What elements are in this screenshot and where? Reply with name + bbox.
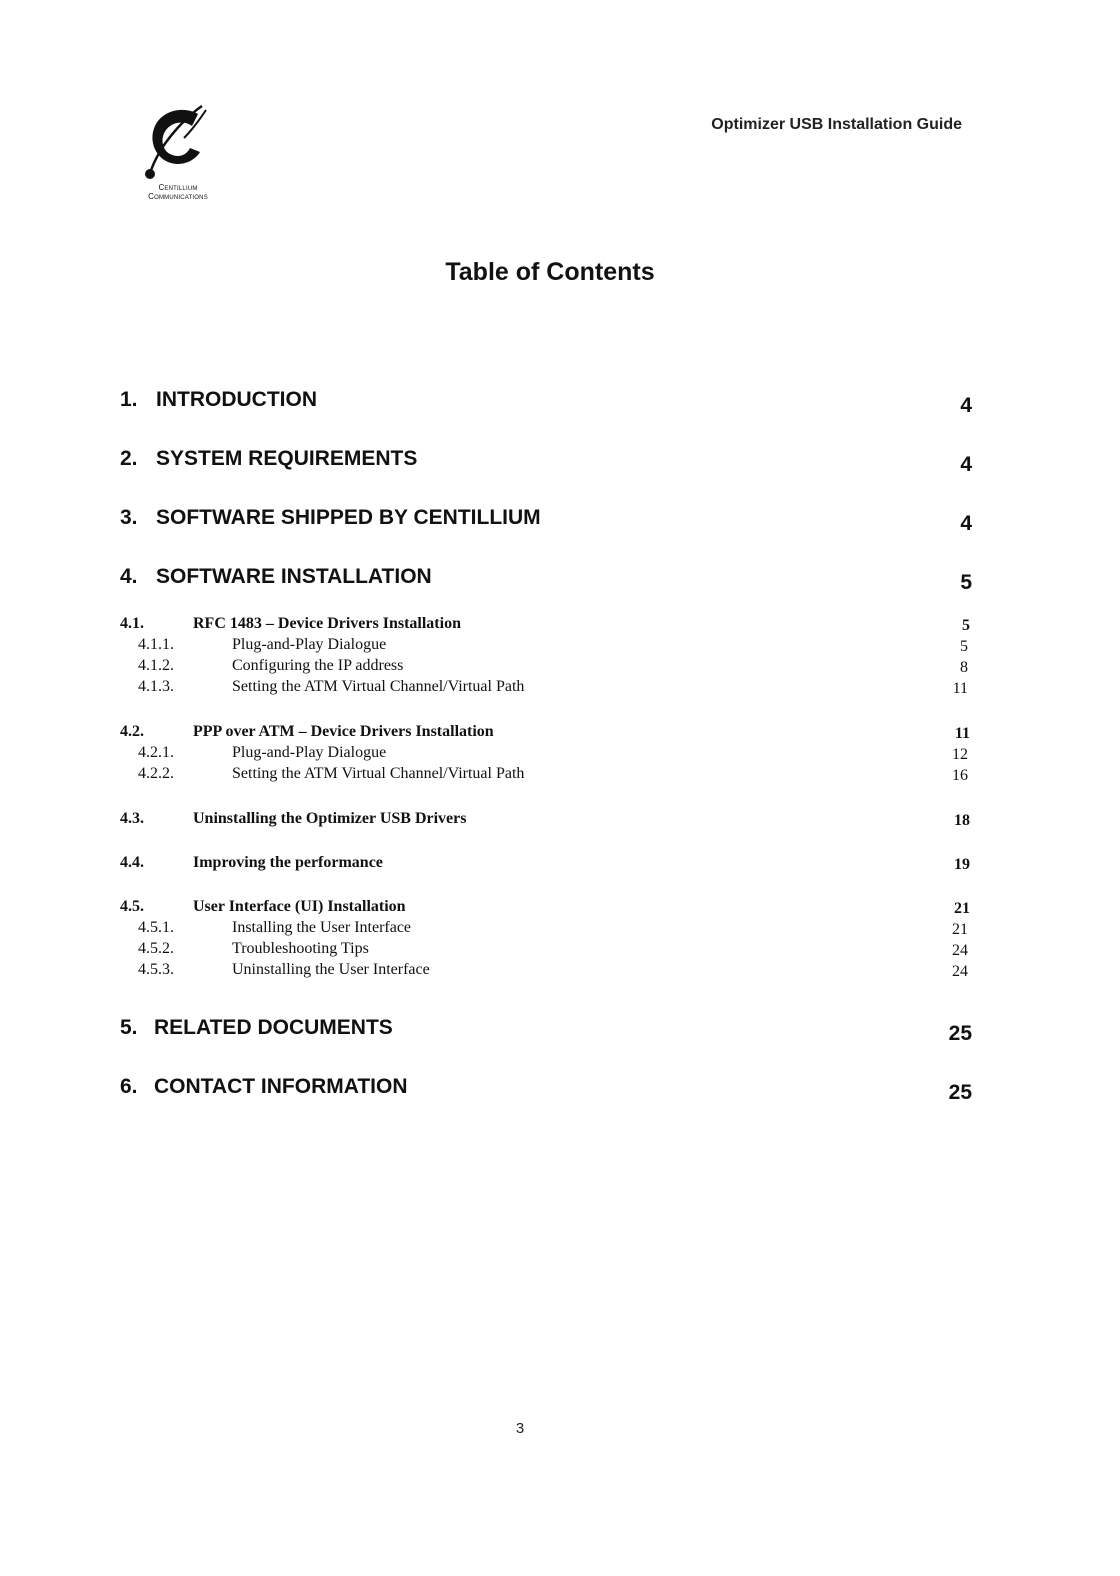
toc-subsection-4-5[interactable] [120, 898, 970, 920]
toc-section-4[interactable] [120, 565, 972, 595]
toc-subsubsection-4-1-1[interactable] [120, 636, 970, 657]
toc-subsubsection-number: 4.5.2. [138, 940, 174, 957]
toc-subsubsection-page: 21 [952, 921, 968, 938]
toc-section-page: 25 [948, 1081, 972, 1104]
toc-subsubsection-4-2-2[interactable] [120, 765, 970, 786]
toc-subsection-number: 4.2. [120, 723, 144, 740]
toc-section-title: SYSTEM REQUIREMENTS [156, 447, 418, 470]
toc-subsection-page: 19 [954, 856, 970, 873]
toc-section-number: 5. [120, 1016, 138, 1039]
toc-subsubsection-4-2-1[interactable] [120, 744, 970, 765]
toc-section-number: 2. [120, 447, 138, 470]
toc-section-page: 25 [948, 1022, 972, 1045]
toc-subsubsection-page: 8 [960, 659, 968, 676]
toc-subsubsection-4-5-3[interactable] [120, 961, 970, 982]
toc-subsubsection-number: 4.1.1. [138, 636, 174, 653]
toc-section-page: 5 [960, 571, 972, 594]
toc-subsubsection-title: Plug-and-Play Dialogue [232, 744, 387, 761]
toc-subsection-page: 18 [954, 812, 970, 829]
toc-subsection-number: 4.1. [120, 615, 144, 632]
toc-subsection-title: User Interface (UI) Installation [193, 898, 406, 915]
toc-subsection-number: 4.5. [120, 898, 144, 915]
toc-section-title: SOFTWARE INSTALLATION [156, 565, 432, 588]
toc-subsubsection-title: Installing the User Interface [232, 919, 412, 936]
toc-subsubsection-number: 4.5.3. [138, 961, 174, 978]
toc-subsection-page: 21 [954, 900, 970, 917]
toc-subsubsection-number: 4.1.3. [138, 678, 174, 695]
toc-subsection-page: 5 [962, 617, 970, 634]
toc-section-title: INTRODUCTION [156, 388, 317, 411]
toc-section-3[interactable] [120, 506, 972, 536]
toc-subsubsection-number: 4.2.1. [138, 744, 174, 761]
toc-subsection-number: 4.3. [120, 810, 144, 827]
toc-subsection-title: RFC 1483 – Device Drivers Installation [193, 615, 461, 632]
page-title: Table of Contents [445, 258, 655, 286]
toc-section-page: 4 [960, 453, 972, 476]
toc-section-title: CONTACT INFORMATION [154, 1075, 408, 1098]
toc-subsubsection-page: 24 [952, 963, 968, 980]
toc-subsection-title: PPP over ATM – Device Drivers Installation [193, 723, 494, 740]
logo-text-line1: Centillium [158, 183, 198, 192]
toc-section-6[interactable] [120, 1075, 972, 1105]
toc-subsubsection-4-1-3[interactable] [120, 678, 970, 699]
toc-subsubsection-page: 11 [952, 680, 968, 697]
toc-subsection-4-2[interactable] [120, 723, 970, 745]
toc-subsubsection-number: 4.1.2. [138, 657, 174, 674]
toc-subsection-page: 11 [954, 725, 970, 742]
toc-subsubsection-title: Setting the ATM Virtual Channel/Virtual Path [232, 765, 525, 782]
toc-subsubsection-page: 16 [952, 767, 968, 784]
toc-subsubsection-page: 5 [960, 638, 968, 655]
toc-subsection-4-4[interactable] [120, 854, 970, 876]
logo-text-line2: Communications [148, 192, 208, 201]
toc-subsubsection-title: Setting the ATM Virtual Channel/Virtual Path [232, 678, 525, 695]
toc-section-title: RELATED DOCUMENTS [154, 1016, 393, 1039]
document-header-title: Optimizer USB Installation Guide [711, 116, 962, 133]
toc-subsection-title: Uninstalling the Optimizer USB Drivers [193, 810, 467, 827]
toc-subsubsection-title: Uninstalling the User Interface [232, 961, 430, 978]
toc-subsubsection-number: 4.5.1. [138, 919, 174, 936]
toc-subsubsection-title: Plug-and-Play Dialogue [232, 636, 387, 653]
toc-section-number: 1. [120, 388, 138, 411]
toc-subsection-4-1[interactable] [120, 615, 970, 637]
toc-section-2[interactable] [120, 447, 972, 477]
toc-section-number: 6. [120, 1075, 138, 1098]
toc-section-1[interactable] [120, 388, 972, 418]
toc-section-number: 4. [120, 565, 138, 588]
toc-subsubsection-page: 12 [952, 746, 968, 763]
toc-subsubsection-4-1-2[interactable] [120, 657, 970, 678]
toc-section-title: SOFTWARE SHIPPED BY CENTILLIUM [156, 506, 541, 529]
toc-section-page: 4 [960, 394, 972, 417]
page-number: 3 [515, 1420, 525, 1437]
toc-section-page: 4 [960, 512, 972, 535]
toc-subsubsection-number: 4.2.2. [138, 765, 174, 782]
toc-section-number: 3. [120, 506, 138, 529]
toc-subsection-number: 4.4. [120, 854, 144, 871]
toc-subsection-4-3[interactable] [120, 810, 970, 832]
toc-subsubsection-title: Troubleshooting Tips [232, 940, 369, 957]
toc-section-5[interactable] [120, 1016, 972, 1046]
toc-subsubsection-page: 24 [952, 942, 968, 959]
toc-subsubsection-4-5-2[interactable] [120, 940, 970, 961]
toc-subsection-title: Improving the performance [193, 854, 383, 871]
toc-subsubsection-4-5-1[interactable] [120, 919, 970, 940]
toc-subsubsection-title: Configuring the IP address [232, 657, 404, 674]
